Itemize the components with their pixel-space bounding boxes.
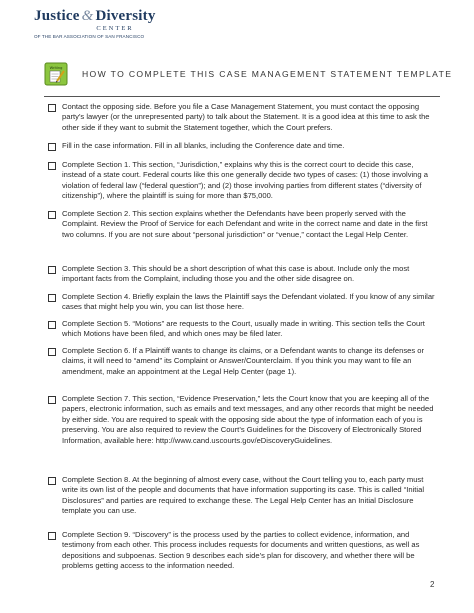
item-text: Contact the opposing side. Before you file a Case Management Statement, you must contact the opposing party’s lawyer (or the unrepresented party) to talk about the Statement. It is a good idea at this time to ask the other side if they want to submit the Statement together, which the Court prefers.	[62, 102, 430, 132]
checklist-item-section-2	[48, 209, 440, 240]
item-text: Complete Section 3. This should be a short description of what this case is about. Include only the most important facts from the Complaint, including those you and the other side disagree on.	[62, 264, 410, 284]
checkbox[interactable]	[48, 396, 56, 404]
checklist-item-section-5	[48, 319, 440, 340]
page-title: HOW TO COMPLETE THIS CASE MANAGEMENT STATEMENT TEMPLATE	[82, 69, 453, 79]
item-text: Complete Section 7. This section, “Evidence Preservation,” lets the Court know that you are keeping all of the papers, electronic information, such as emails and text messages, and any other records that might be needed by either side. You are required to speak with the opposing side about the type of information each of you is preserving. You are also required to review the Court’s Guidelines for the Discovery of Electronically Stored Information, available here: http://www.cand.uscourts.gov/eDiscoveryGuidelines.	[62, 394, 434, 445]
logo-ampersand: &	[81, 8, 94, 24]
logo-center: CENTER	[96, 25, 134, 32]
checklist-item-case-info	[48, 141, 440, 151]
checkbox[interactable]	[48, 266, 56, 274]
checklist-item-section-6	[48, 346, 440, 377]
checkbox[interactable]	[48, 294, 56, 302]
item-text: Complete Section 4. Briefly explain the laws the Plaintiff says the Defendant violated. If you know of any similar cases that might help you win, you can list those here.	[62, 292, 435, 312]
logo-name-part2: Diversity	[95, 8, 156, 24]
item-text: Complete Section 6. If a Plaintiff wants to change its claims, or a Defendant wants to change its defenses or claims, it will need to “amend” its Complaint or Answer/Counterclaim. If you think you may want to file an amendment, make an appointment at the Legal Help Center (page 1).	[62, 346, 425, 376]
item-text: Complete Section 1. This section, “Jurisdiction,” explains why this is the correct court to decide this case, instead of a state court. Federal courts like this one generally decide two types of cases: (1) those involving a violation of federal law (“federal question”); and (2) those involving parties from different states (“diversity of citizenship”), where the plaintiff is suing for more than $75,000.	[62, 160, 428, 201]
writing-icon-label: Writing	[49, 66, 63, 70]
checkbox[interactable]	[48, 321, 56, 329]
item-text: Complete Section 9. “Discovery” is the process used by the parties to collect evidence, information, and testimony from each other. This process includes requests for documents and written questions, as well as depositions and subpoenas. Section 9 describes each side’s plan for discovery, and whether there will be problems getting access to the information needed.	[62, 530, 420, 571]
checkbox[interactable]	[48, 143, 56, 151]
checklist-item-section-9	[48, 530, 440, 572]
checklist-item-section-4	[48, 292, 440, 313]
checklist-item-section-1	[48, 160, 440, 202]
item-text: Complete Section 8. At the beginning of almost every case, without the Court telling you to, each party must write its own list of the people and documents that have information supporting its case. This is called “Initial Disclosures” and parties are required to exchange these. The Legal Help Center has an Initial Disclosure template you can use.	[62, 475, 425, 516]
checkbox[interactable]	[48, 104, 56, 112]
justice-diversity-center-logo	[34, 8, 174, 39]
item-text: Complete Section 2. This section explains whether the Defendants have been properly served with the Complaint. Review the Proof of Service for each Defendant and write in the correct name and date in the first two columns. If you are not sure about “personal jurisdiction” or “venue,” contact the Legal Help Center.	[62, 209, 428, 239]
item-text: Complete Section 5. “Motions” are requests to the Court, usually made in writing. This section tells the Court which Motions have been filed, and which ones may be filed later.	[62, 319, 425, 339]
checklist-item-section-7	[48, 394, 440, 446]
checkbox[interactable]	[48, 532, 56, 540]
logo-name	[34, 8, 174, 24]
item-text: Fill in the case information. Fill in all blanks, including the Conference date and time.	[62, 141, 345, 150]
header-divider	[44, 96, 440, 97]
checkbox[interactable]	[48, 211, 56, 219]
checkbox[interactable]	[48, 348, 56, 356]
checklist-item-section-3	[48, 264, 440, 285]
page-number: 2	[430, 580, 435, 589]
checklist-item-section-8	[48, 475, 440, 517]
checkbox[interactable]	[48, 162, 56, 170]
checklist-item-contact	[48, 102, 440, 133]
logo-name-part1: Justice	[34, 8, 80, 24]
logo-tagline: OF THE BAR ASSOCIATION OF SAN FRANCISCO	[34, 34, 145, 39]
checkbox[interactable]	[48, 477, 56, 485]
writing-icon	[44, 62, 68, 86]
